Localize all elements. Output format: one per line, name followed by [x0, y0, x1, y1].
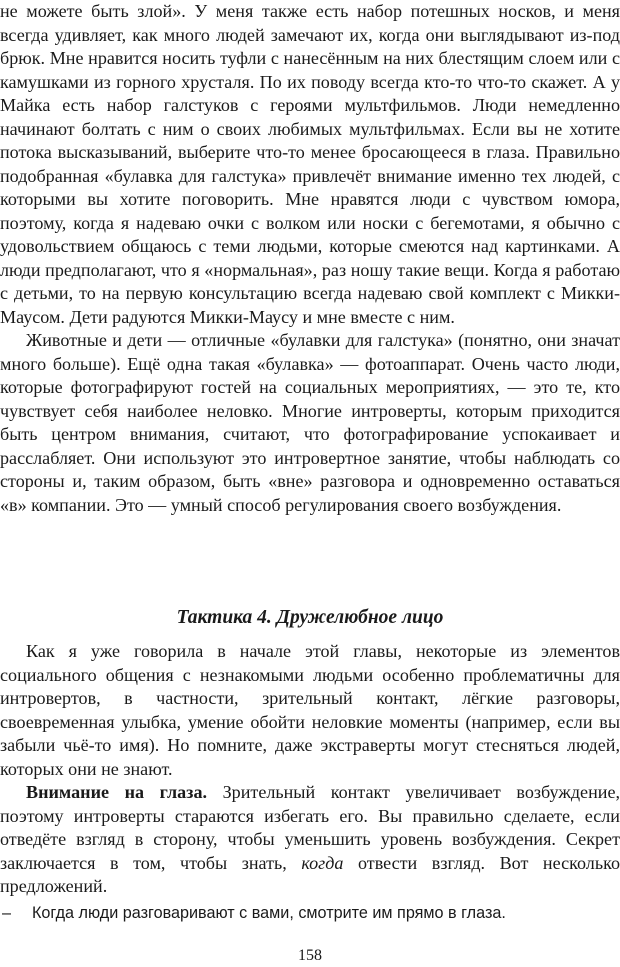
paragraph-emphasis: когда — [301, 852, 344, 873]
paragraph-text-after-emphasis: отвести взгляд. Вот несколько предложений. — [0, 852, 620, 896]
paragraph-intro: Как я уже говорила в начале этой главы, некоторые из элементов социального общения с незнакомыми людьми особенно проблематичны для интровертов, в частности, зрительный контакт, лёгкие разговоры, своевременная улыбка, умение обойти неловкие моменты (например, если вы забыли чьё-то имя). Но помните, даже экстраверты могут стесняться людей, которых они не знают. — [0, 641, 620, 779]
paragraph-attention — [0, 781, 620, 899]
bullet-marker: – — [2, 904, 12, 922]
paragraph-animals: Животные и дети — отличные «булавки для галстука» (понятно, они значат много больше). Ещё одна такая «булавка» — фотоаппарат. Очень часто люди, которые фотографируют гостей на социальных мероприятиях, — это те, кто чувствует себя наиболее неловко. Многие интроверты, которым приходится быть центром внимания, считают, что фотографирование успокаивает и расслабляет. Они используют это интровертное занятие, чтобы наблюдать со стороны и, таким образом, быть «вне» разговора и одновременно оставаться «в» компании. Это — умный способ регулирования своего возбуждения. — [0, 330, 620, 515]
bullet-item — [0, 902, 620, 924]
paragraph-continued: не можете быть злой». У меня также есть набор потешных носков, и меня всегда удивляет, как много людей замечают их, когда они выглядывают из-под брюк. Мне нравится носить туфли с нанесённым на них блестящим слоем или с камушками из горного хрусталя. По их поводу всегда кто-то что-то скажет. А у Майка есть набор галстуков с героями мультфильмов. Люди немедленно начинают болтать с ним о своих любимых мультфильмах. Если вы не хотите потока высказываний, выберите что-то менее бросающееся в глаза. Правильно подобранная «булавка для галстука» привлечёт внимание именно тех людей, с которыми вы хотите поговорить. Мне нравятся люди с чувством юмора, поэтому, когда я надеваю очки с волком или носки с бегемотами, я обычно с удовольствием общаюсь с теми людьми, которые смеются над картинками. А люди предполагают, что я «нормальная», раз ношу такие вещи. Когда я работаю с детьми, то на первую консультацию всегда надеваю свой комплект с Микки-Маусом. Дети радуются Микки-Маусу и мне вместе с ним. — [0, 1, 620, 327]
paragraph-text-before-emphasis: Зрительный контакт увеличивает возбуждение, поэтому интроверты стараются избегать его. Вы правильно сделаете, если отведёте взгляд в сторону, чтобы уменьшить уровень возбуждения. Секрет заключается в том, чтобы знать, — [0, 782, 620, 873]
paragraph-lead: Внимание на глаза. — [26, 782, 208, 802]
text-block-bottom — [0, 640, 620, 899]
bullet-text: Когда люди разговаривают с вами, смотрите им прямо в глаза. — [32, 904, 506, 922]
page-number: 158 — [298, 947, 322, 964]
section-heading: Тактика 4. Дружелюбное лицо — [176, 607, 444, 628]
